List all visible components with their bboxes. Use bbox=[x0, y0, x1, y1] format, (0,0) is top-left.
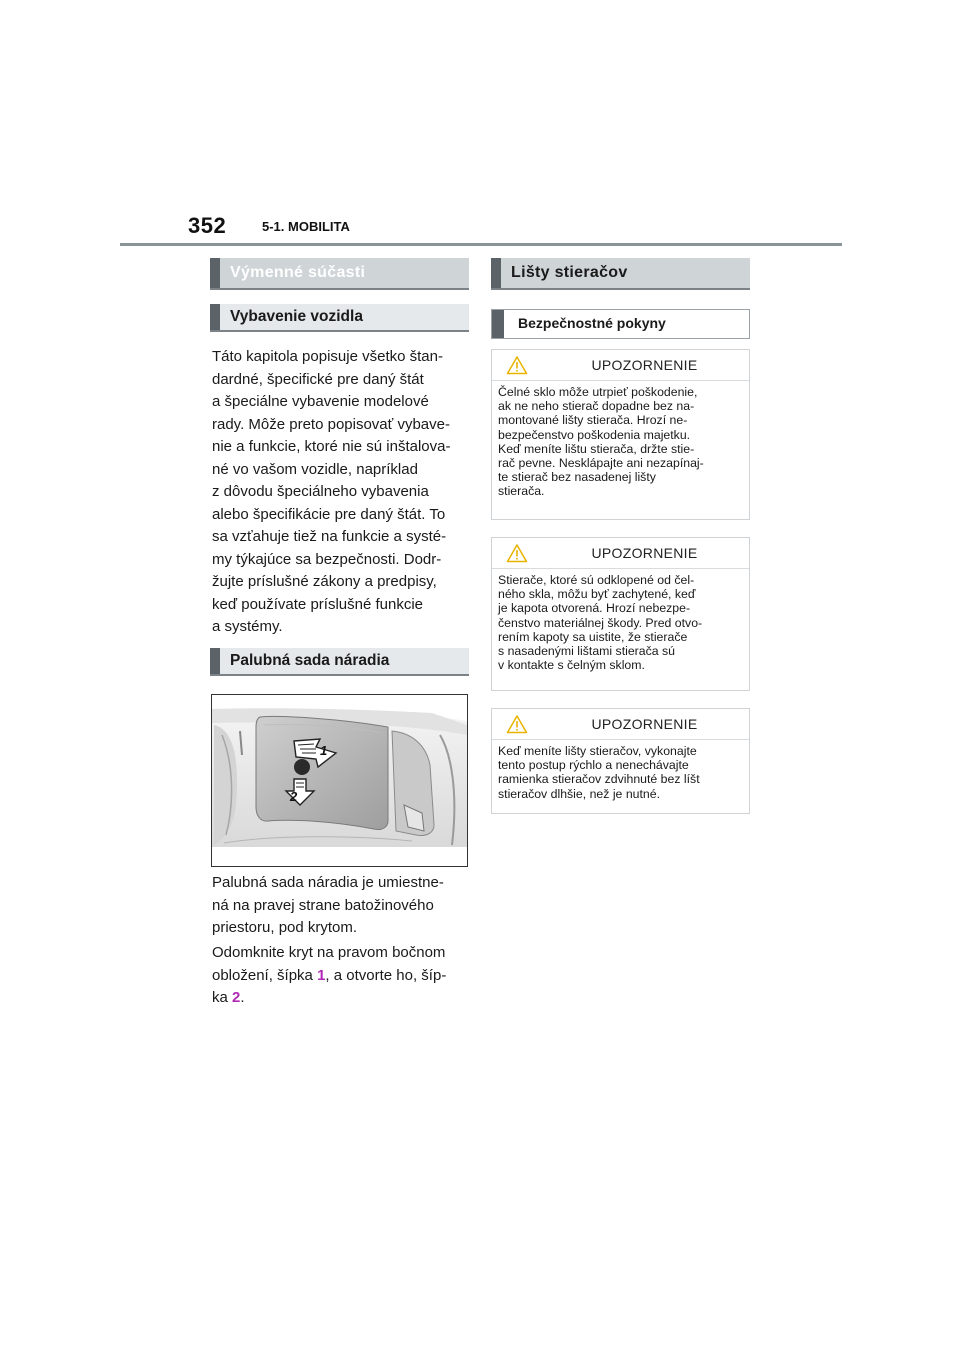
text-line: bezpečenstvo poškodenia majetku. bbox=[498, 427, 691, 442]
heading-bar bbox=[492, 310, 504, 338]
text-line: dardné, špecifické pre daný štát bbox=[212, 370, 424, 388]
text-line: Keď meníte lišty stieračov, vykonajte bbox=[498, 744, 697, 758]
header-divider bbox=[120, 243, 842, 246]
text-line: Stierače, ktoré sú odklopené od čel- bbox=[498, 573, 695, 587]
warning-header bbox=[492, 709, 749, 740]
warning-header bbox=[492, 538, 749, 569]
text-line: tento postup rýchlo a nenechávajte bbox=[498, 758, 689, 773]
text-line: ak ne neho stierač dopadne bez na- bbox=[498, 399, 695, 414]
warning-body bbox=[492, 569, 749, 678]
text-line: Táto kapitola popisuje všetko štan- bbox=[212, 348, 443, 365]
page-number: 352 bbox=[188, 213, 227, 238]
warning-box bbox=[491, 349, 750, 520]
text-line: žujte príslušné zákony a predpisy, bbox=[212, 573, 437, 590]
warning-body bbox=[492, 381, 749, 505]
text-line: rač pevne. Nesklápajte ani nezapínaj- bbox=[498, 456, 704, 471]
text-segment: , a otvorte ho, šíp- bbox=[325, 966, 447, 984]
heading-bar bbox=[210, 648, 220, 674]
text-line bbox=[212, 965, 474, 988]
safety-notes-text: Bezpečnostné pokyny bbox=[518, 315, 666, 331]
toolkit-caption bbox=[212, 872, 474, 940]
text-line: alebo špecifikácie pre daný štát. To bbox=[212, 505, 446, 523]
intro-paragraph bbox=[212, 346, 474, 639]
warning-title: UPOZORNENIE bbox=[591, 357, 698, 373]
safety-notes-heading bbox=[491, 309, 750, 339]
heading-bar bbox=[491, 258, 501, 288]
warning-title: UPOZORNENIE bbox=[591, 545, 698, 561]
text-line: stieračov dlhšie, než je nutné. bbox=[498, 786, 661, 801]
text-line: priestoru, pod krytom. bbox=[212, 919, 358, 936]
text-line: né vo vašom vozidle, napríklad bbox=[212, 460, 418, 478]
warning-box bbox=[491, 537, 750, 691]
main-heading-text: Výmenné súčasti bbox=[230, 264, 366, 281]
text-line: je kapota otvorená. Hrozí nebezpe- bbox=[498, 601, 691, 616]
text-line: my týkajúce sa bezpečnosti. Dodr- bbox=[212, 550, 442, 568]
text-line: Keď meníte lištu stierača, držte stie- bbox=[498, 441, 695, 456]
text-line: a špeciálne vybavenie modelové bbox=[212, 393, 429, 410]
toolkit-instruction bbox=[212, 942, 474, 1010]
text-line: Odomknite kryt na pravom bočnom bbox=[212, 944, 446, 961]
text-line: a systémy. bbox=[212, 618, 283, 635]
subheading-text: Vybavenie vozidla bbox=[230, 308, 363, 325]
text-line: Palubná sada náradia je umiestne- bbox=[212, 874, 444, 891]
arrow-label-2: 2 bbox=[290, 789, 298, 804]
text-segment: ka bbox=[212, 989, 233, 1006]
text-line: rady. Môže preto popisovať vybave- bbox=[212, 415, 450, 433]
text-line: stierača. bbox=[498, 484, 545, 499]
text-line: sa vzťahuje tiež na funkcie a systé- bbox=[212, 528, 447, 545]
main-heading-wiper-blades bbox=[491, 258, 750, 290]
arrow-number-1: 1 bbox=[317, 966, 326, 984]
warning-body bbox=[492, 740, 749, 807]
heading-bar bbox=[210, 258, 220, 288]
subheading-vehicle-equipment bbox=[210, 304, 469, 332]
warning-triangle-icon bbox=[506, 714, 528, 734]
warning-triangle-icon bbox=[506, 355, 528, 375]
text-line bbox=[212, 987, 474, 1010]
warning-box bbox=[491, 708, 750, 814]
text-segment: . bbox=[240, 989, 245, 1006]
text-line: v kontakte s čelným sklom. bbox=[498, 658, 645, 673]
warning-triangle-icon bbox=[506, 543, 528, 563]
warning-header bbox=[492, 350, 749, 381]
main-heading-replacement-parts bbox=[210, 258, 469, 290]
trunk-illustration bbox=[212, 695, 467, 866]
arrow-number-2: 2 bbox=[232, 989, 241, 1006]
trunk-toolkit-figure bbox=[211, 694, 468, 867]
text-line: s nasadenými lištami stierača sú bbox=[498, 644, 676, 659]
text-segment: obložení, šípka bbox=[212, 966, 318, 984]
warning-title: UPOZORNENIE bbox=[591, 716, 698, 732]
subheading-onboard-toolkit bbox=[210, 648, 469, 676]
text-line: ná na pravej strane batožinového bbox=[212, 896, 434, 914]
text-line: rením kapoty sa uistite, že stierače bbox=[498, 629, 688, 644]
text-line: ramienka stieračov zdvihnuté bez líšt bbox=[498, 772, 700, 787]
text-line: ného skla, môžu byť zachytené, keď bbox=[498, 587, 696, 602]
text-line: montované lišty stierača. Hrozí ne- bbox=[498, 413, 688, 428]
text-line: nie a funkcie, ktoré nie sú inštalova- bbox=[212, 438, 451, 455]
text-line: keď používate príslušné funkcie bbox=[212, 595, 424, 613]
text-line: Čelné sklo môže utrpieť poškodenie, bbox=[498, 385, 698, 399]
heading-bar bbox=[210, 304, 220, 330]
text-line: z dôvodu špeciálneho vybavenia bbox=[212, 483, 429, 500]
arrow-label-1: 1 bbox=[320, 743, 328, 758]
main-heading-text: Lišty stieračov bbox=[511, 264, 628, 281]
text-line: te stierač bez nasadenej lišty bbox=[498, 470, 656, 485]
section-reference: 5-1. MOBILITA bbox=[262, 219, 350, 234]
text-line: čenstvo materiálnej škody. Pred otvo- bbox=[498, 615, 703, 630]
subheading-text: Palubná sada náradia bbox=[230, 652, 390, 669]
